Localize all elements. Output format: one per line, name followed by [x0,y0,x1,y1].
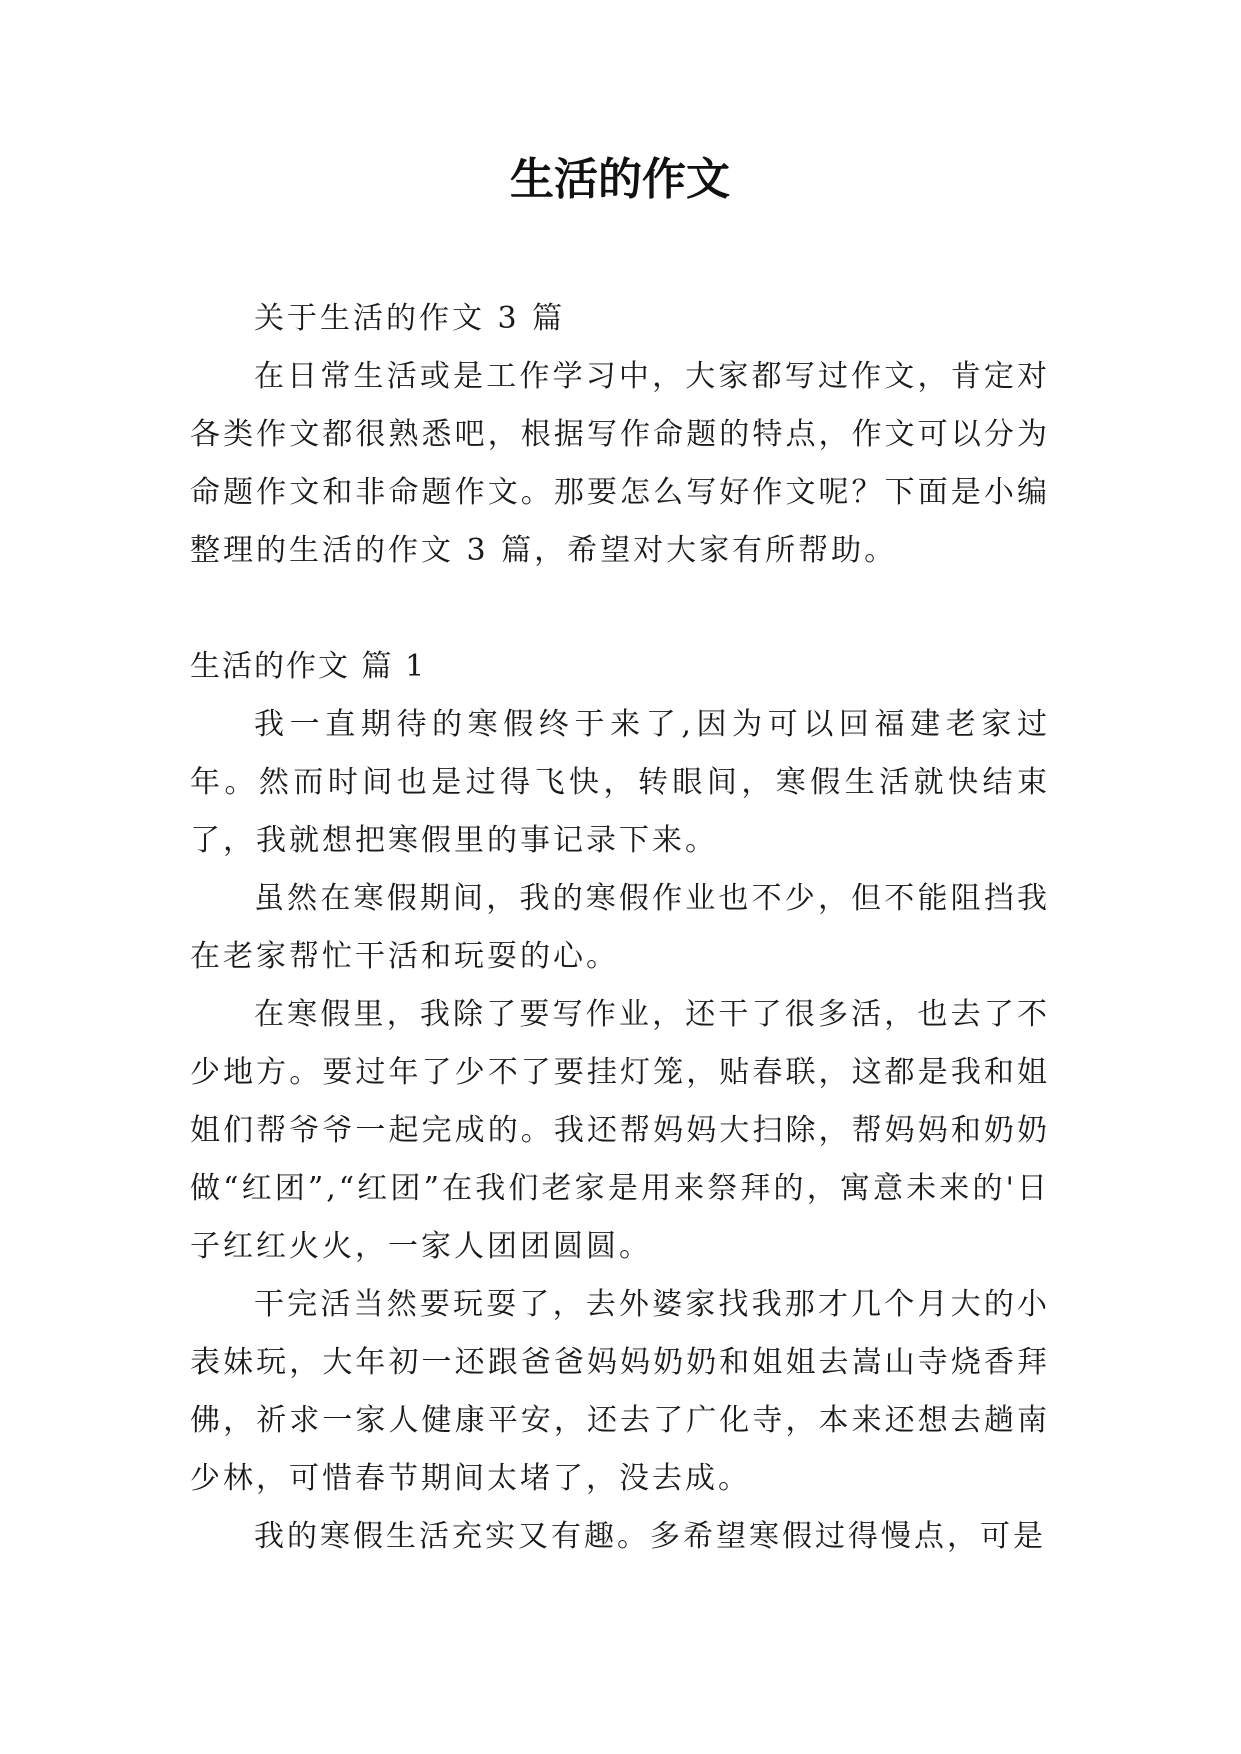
body-paragraph: 虽然在寒假期间，我的寒假作业也不少，但不能阻挡我在老家帮忙干活和玩耍的心。 [190,881,1050,974]
intro-paragraph: 在日常生活或是工作学习中，大家都写过作文，肯定对各类作文都很熟悉吧，根据写作命题的特点，作文可以分为命题作文和非命题作文。那要怎么写好作文呢？下面是小编整理的生活的作文 3 篇，希望对大家有所帮助。 [190,359,1050,568]
body-paragraph: 在寒假里，我除了要写作业，还干了很多活，也去了不少地方。要过年了少不了要挂灯笼，贴春联，这都是我和姐姐们帮爷爷一起完成的。我还帮妈妈大扫除，帮妈妈和奶奶做“红团”,“红团”在我们老家是用来祭拜的，寓意未来的'日子红红火火，一家人团团圆圆。 [190,997,1050,1264]
intro-heading: 关于生活的作文 3 篇 [254,301,566,336]
body-paragraph: 我一直期待的寒假终于来了,因为可以回福建老家过年。然而时间也是过得飞快，转眼间，寒假生活就快结束了，我就想把寒假里的事记录下来。 [190,707,1050,858]
document-title: 生活的作文 [510,154,730,205]
section-heading: 生活的作文 篇 1 [190,649,427,684]
document-page [190,150,1050,1566]
body-paragraph: 我的寒假生活充实又有趣。多希望寒假过得慢点，可是 [254,1519,1046,1554]
body-paragraph: 干完活当然要玩耍了，去外婆家找我那才几个月大的小表妹玩，大年初一还跟爸爸妈妈奶奶和姐姐去嵩山寺烧香拜佛，祈求一家人健康平安，还去了广化寺，本来还想去趟南少林，可惜春节期间太堵了，没去成。 [190,1287,1050,1496]
